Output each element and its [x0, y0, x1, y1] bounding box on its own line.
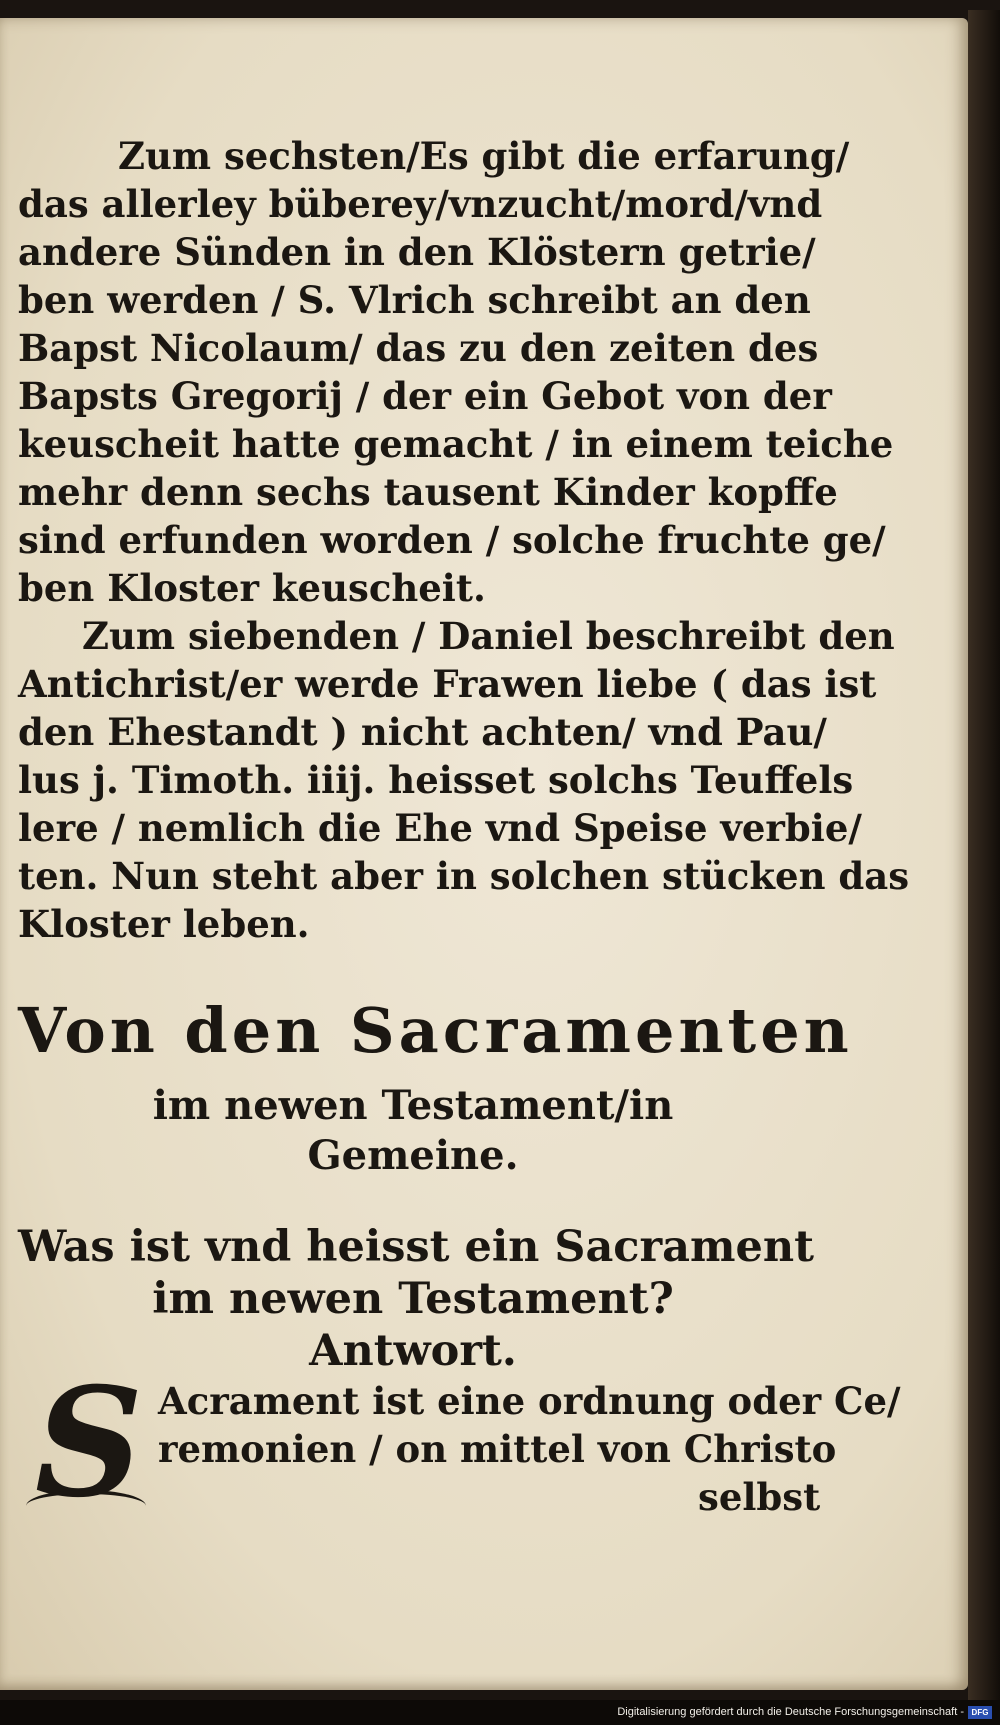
- text-line: ben Kloster keuscheit.: [18, 566, 486, 610]
- text-line: Bapsts Gregorij / der ein Gebot von der: [18, 374, 832, 418]
- text-line: das allerley büberey/vnzucht/mord/vnd: [18, 182, 823, 226]
- text-line: ten. Nun steht aber in solchen stücken das: [18, 854, 910, 898]
- text-line: den Ehestandt ) nicht achten/ vnd Pau/: [18, 710, 827, 754]
- text-line: Acrament ist eine ordnung oder Ce/: [158, 1379, 901, 1423]
- answer-label: Antwort.: [309, 1326, 517, 1376]
- initial-flourish: [26, 1490, 146, 1522]
- section-heading-line: im newen Testament/in: [152, 1082, 674, 1129]
- text-line: Zum siebenden / Daniel beschreibt den: [82, 614, 895, 658]
- text-line: sind erfunden worden / solche fruchte ge/: [18, 518, 886, 562]
- text-line: Antichrist/er werde Frawen liebe ( das ist: [18, 662, 877, 706]
- text-line: remonien / on mittel von Christo: [158, 1427, 837, 1471]
- text-line: mehr denn sechs tausent Kinder kopffe: [18, 470, 838, 514]
- text-line: Bapst Nicolaum/ das zu den zeiten des: [18, 326, 819, 370]
- text-line: Zum sechsten/Es gibt die erfarung/: [118, 134, 850, 178]
- text-line: ben werden / S. Vlrich schreibt an den: [18, 278, 811, 322]
- text-line: lus j. Timoth. iiij. heisset solchs Teuffels: [18, 758, 854, 802]
- footer-credit: Digitalisierung gefördert durch die Deutsche Forschungsgemeinschaft -: [617, 1706, 964, 1718]
- text-line: lere / nemlich die Ehe vnd Speise verbie/: [18, 806, 862, 850]
- question-heading-line: im newen Testament?: [152, 1274, 674, 1324]
- footer-bar: [0, 1700, 1000, 1725]
- text-line: keuscheit hatte gemacht / in einem teiche: [18, 422, 894, 466]
- book-edge: [968, 10, 1000, 1710]
- text-line: Kloster leben.: [18, 902, 310, 946]
- section-heading: Von den Sacramenten: [18, 994, 853, 1067]
- dfg-logo: DFG: [968, 1706, 992, 1719]
- decorated-initial: S: [34, 1355, 144, 1531]
- question-heading: Was ist vnd heisst ein Sacrament: [18, 1222, 814, 1272]
- catchword: selbst: [698, 1475, 821, 1519]
- section-heading-line: Gemeine.: [307, 1132, 519, 1179]
- text-line: andere Sünden in den Klöstern getrie/: [18, 230, 816, 274]
